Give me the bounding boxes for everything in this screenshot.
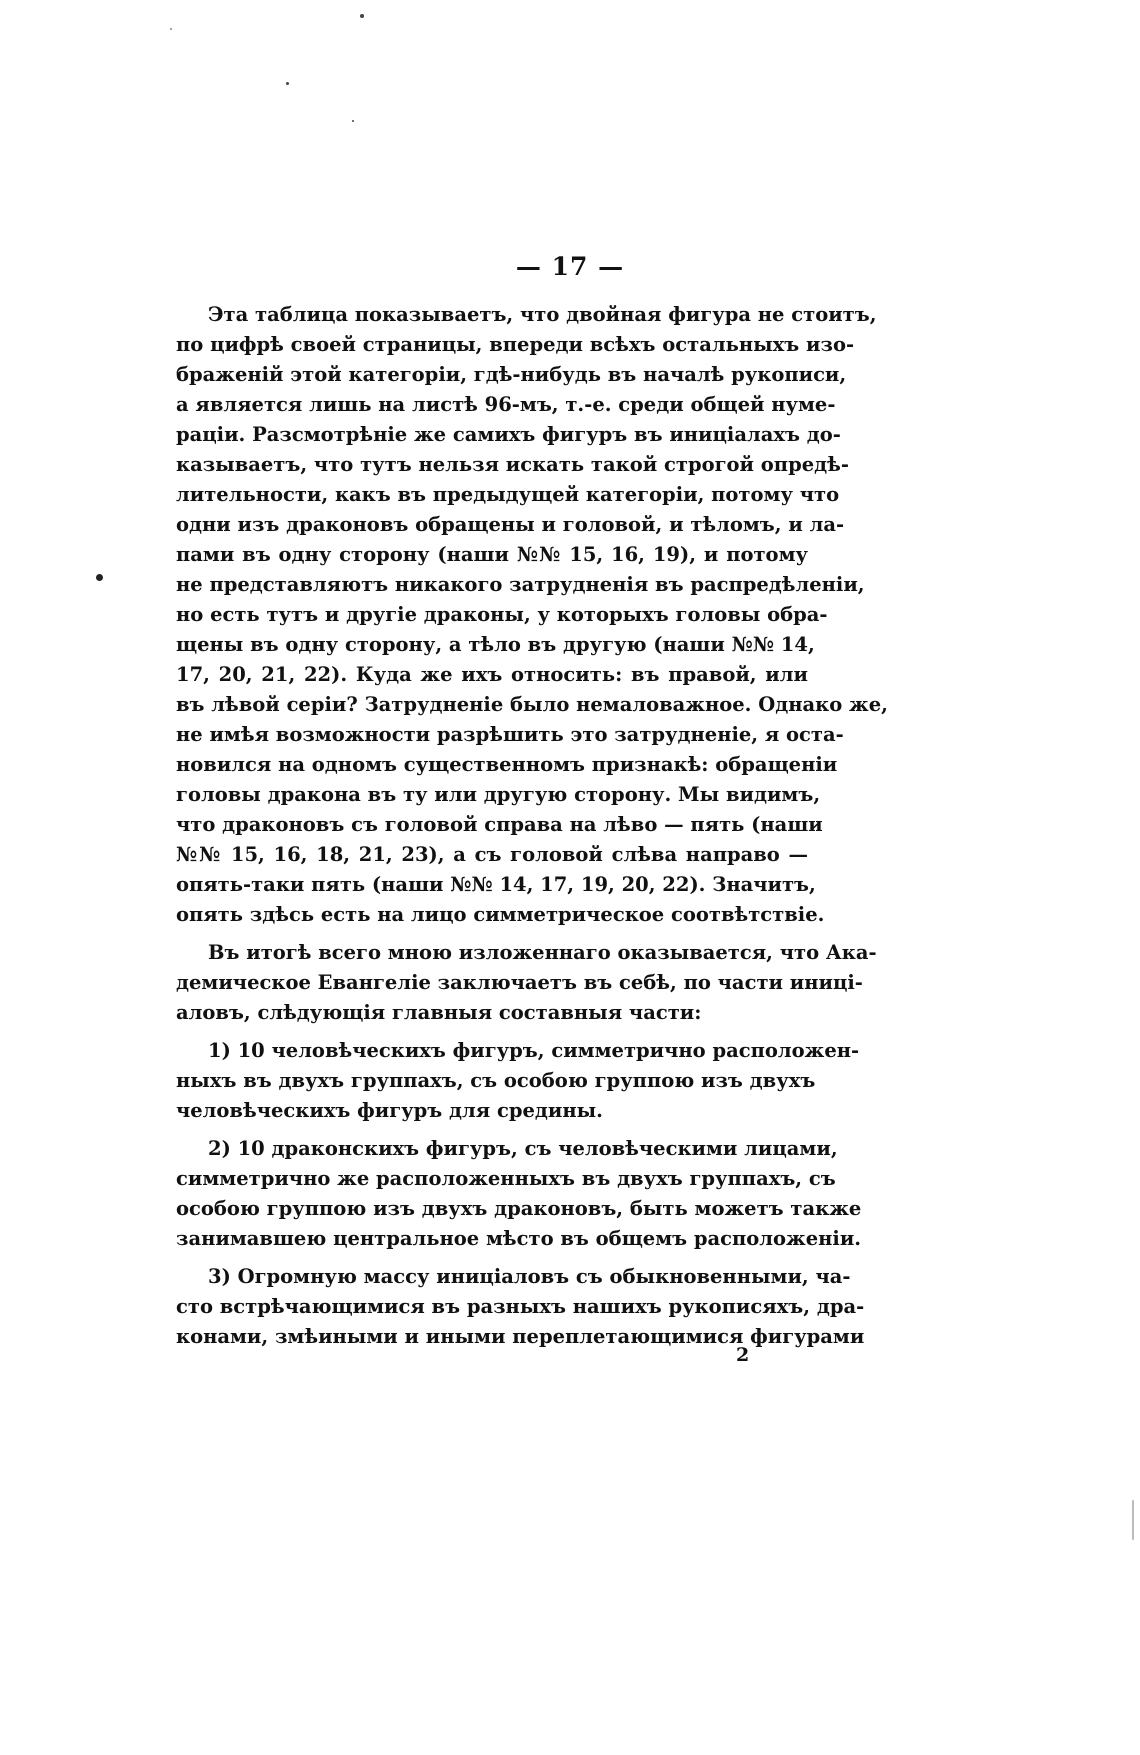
text-line: Эта таблица показываетъ, что двойная фигура не стоитъ, — [208, 303, 877, 326]
paragraph — [176, 300, 888, 930]
text-line: не имѣя возможности разрѣшить это затрудненіе, я оста- — [176, 723, 844, 746]
text-line: лительности, какъ въ предыдущей категоріи, потому что — [176, 483, 840, 506]
text-line: что драконовъ съ головой справа на лѣво — пять (наши — [176, 813, 823, 836]
text-line: конами, змѣиными и иными переплетающимися фигурами — [176, 1325, 865, 1348]
text-line: опять-таки пять (наши №№ 14, 17, 19, 20, 22). Значитъ, — [176, 873, 816, 896]
paper-speck — [352, 120, 354, 122]
text-line: №№ 15, 16, 18, 21, 23), а съ головой слѣва направо — — [176, 843, 808, 866]
text-line: опять здѣсь есть на лицо симметрическое соотвѣтствіе. — [176, 903, 825, 926]
text-line: 1) 10 человѣческихъ фигуръ, симметрично расположен- — [208, 1039, 860, 1062]
text-line: по цифрѣ своей страницы, впереди всѣхъ остальныхъ изо- — [176, 333, 855, 356]
text-line: особою группою изъ двухъ драконовъ, быть можетъ также — [176, 1197, 862, 1220]
text-line: но есть тутъ и другіе драконы, у которыхъ головы обра- — [176, 603, 828, 626]
text-line: аловъ, слѣдующія главныя составныя части: — [176, 1001, 702, 1024]
text-line: а является лишь на листѣ 96-мъ, т.-е. среди общей нуме- — [176, 393, 836, 416]
text-line: Въ итогѣ всего мною изложеннаго оказывается, что Ака- — [208, 941, 877, 964]
text-line: одни изъ драконовъ обращены и головой, и тѣломъ, и ла- — [176, 513, 845, 536]
list-item — [176, 1036, 860, 1126]
text-line: человѣческихъ фигуръ для средины. — [176, 1099, 603, 1122]
text-line: демическое Евангеліе заключаетъ въ себѣ, по части иниці- — [176, 971, 863, 994]
text-line: казываетъ, что тутъ нельзя искать такой строгой опредѣ- — [176, 453, 849, 476]
text-line: 2) 10 драконскихъ фигуръ, съ человѣческими лицами, — [208, 1137, 838, 1160]
text-line: головы дракона въ ту или другую сторону. Мы видимъ, — [176, 783, 821, 806]
text-line: сто встрѣчающимися въ разныхъ нашихъ рукописяхъ, дра- — [176, 1295, 865, 1318]
text-line: щены въ одну сторону, а тѣло въ другую (наши №№ 14, — [176, 633, 815, 656]
paper-edge-mark — [1132, 1500, 1134, 1540]
signature-mark: 2 — [736, 1344, 750, 1366]
text-line: занимавшею центральное мѣсто въ общемъ расположеніи. — [176, 1227, 862, 1250]
text-line: браженій этой категоріи, гдѣ-нибудь въ началѣ рукописи, — [176, 363, 847, 386]
text-line: симметрично же расположенныхъ въ двухъ группахъ, съ — [176, 1167, 836, 1190]
text-line: пами въ одну сторону (наши №№ 15, 16, 19), и потому — [176, 543, 808, 566]
list-item — [176, 1262, 865, 1352]
paper-speck — [360, 14, 364, 18]
text-line: раціи. Разсмотрѣніе же самихъ фигуръ въ иниціалахъ до- — [176, 423, 841, 446]
paper-speck — [170, 28, 172, 30]
text-line: 3) Огромную массу иниціаловъ съ обыкновенными, ча- — [208, 1265, 851, 1288]
page-number: — 17 — — [515, 252, 625, 281]
paper-speck — [96, 574, 103, 581]
paragraph — [176, 938, 877, 1028]
paper-speck — [286, 82, 289, 85]
body-text — [176, 300, 888, 1352]
text-line: ныхъ въ двухъ группахъ, съ особою группою изъ двухъ — [176, 1069, 816, 1092]
list-item — [176, 1134, 862, 1254]
text-line: 17, 20, 21, 22). Куда же ихъ относить: въ правой, или — [176, 663, 808, 686]
text-line: въ лѣвой серіи? Затрудненіе было немаловажное. Однако же, — [176, 693, 888, 716]
text-line: новился на одномъ существенномъ признакѣ: обращеніи — [176, 753, 838, 776]
text-line: не представляютъ никакого затрудненія въ распредѣленіи, — [176, 573, 865, 596]
